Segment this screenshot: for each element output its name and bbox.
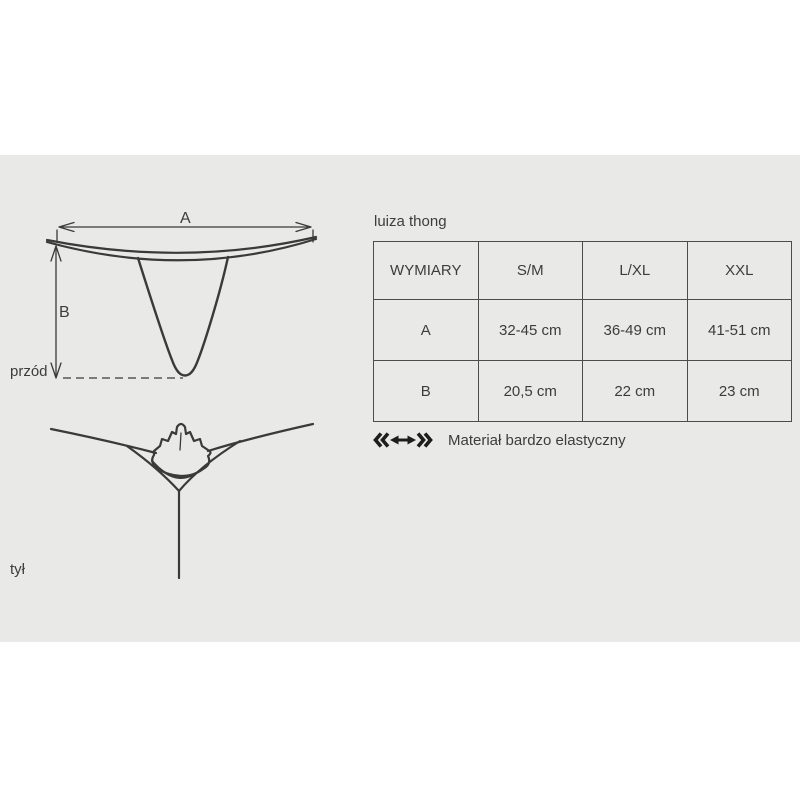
- row-b-lxl: 22 cm: [583, 361, 688, 422]
- elasticity-note-text: Materiał bardzo elastyczny: [448, 431, 626, 449]
- flower-center-cleft: [180, 433, 181, 450]
- table-row: [374, 361, 792, 422]
- header-wymiary: WYMIARY: [374, 242, 479, 300]
- dimension-a-extent-ticks: [57, 230, 313, 242]
- size-table-header-row: [374, 242, 792, 300]
- row-b-dim: B: [374, 361, 479, 422]
- elastic-stretch-arrows-icon: [373, 432, 433, 448]
- back-panel-right-edge: [179, 441, 240, 491]
- front-view-label: przód: [10, 363, 48, 380]
- thong-front-panel: [138, 257, 228, 376]
- back-strap-right: [208, 424, 313, 451]
- header-lxl: L/XL: [583, 242, 688, 300]
- header-sm: S/M: [478, 242, 583, 300]
- back-view-label: tył: [10, 561, 25, 578]
- row-b-sm: 20,5 cm: [478, 361, 583, 422]
- row-b-xxl: 23 cm: [687, 361, 792, 422]
- front-view-drawing: [47, 223, 316, 379]
- size-table: [373, 241, 792, 422]
- waistband-bottom-curve: [47, 239, 316, 260]
- dimension-a-label: A: [180, 210, 191, 227]
- row-a-lxl: 36-49 cm: [583, 300, 688, 361]
- row-a-xxl: 41-51 cm: [687, 300, 792, 361]
- row-a-dim: A: [374, 300, 479, 361]
- back-view-drawing: [51, 424, 313, 578]
- header-xxl: XXL: [687, 242, 792, 300]
- product-title: luiza thong: [374, 213, 447, 230]
- table-row: [374, 300, 792, 361]
- elasticity-note: [373, 430, 626, 450]
- back-strap-left: [51, 429, 156, 453]
- dimension-b-label: B: [59, 304, 70, 321]
- row-a-sm: 32-45 cm: [478, 300, 583, 361]
